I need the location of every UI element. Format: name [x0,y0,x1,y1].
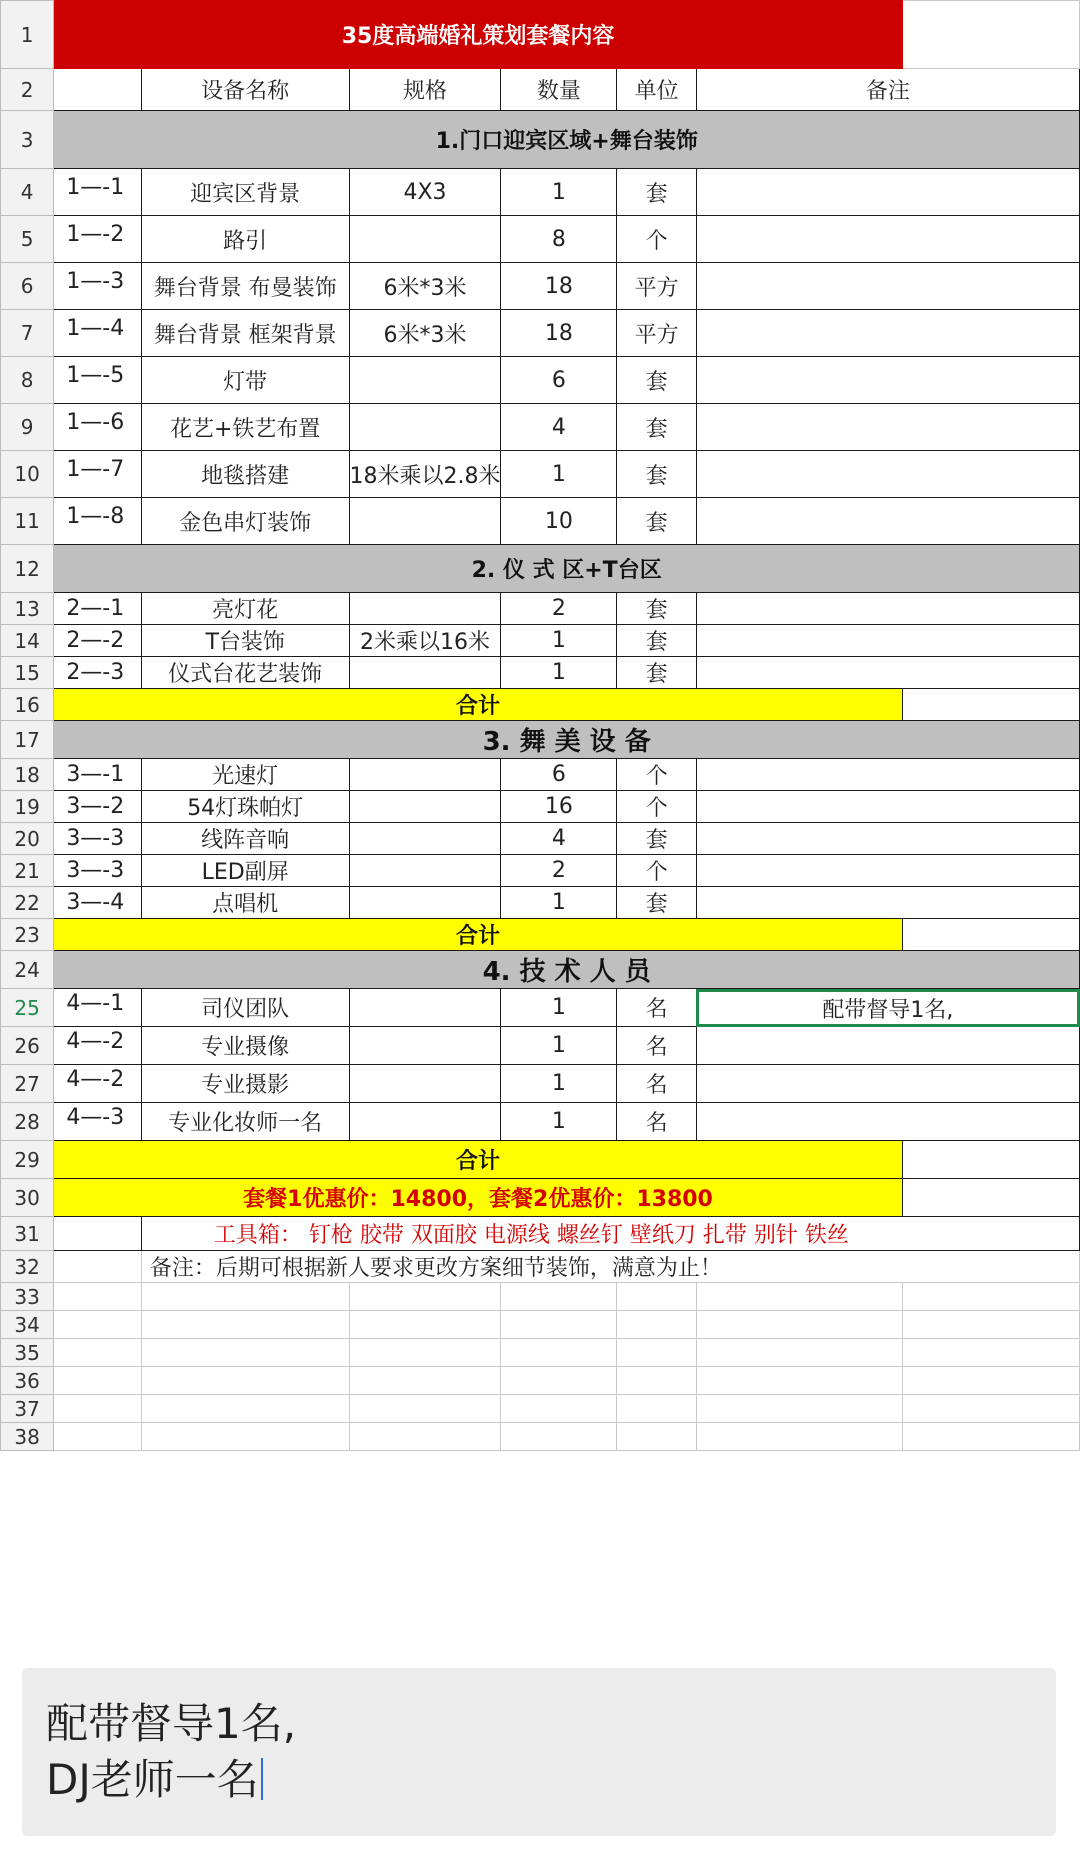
item-spec[interactable]: 4X3 [349,169,501,216]
item-name[interactable]: T台装饰 [141,625,349,657]
item-code[interactable]: 3—-3 [54,823,142,855]
row-number[interactable]: 35 [1,1339,54,1367]
item-spec[interactable] [349,989,501,1027]
item-spec[interactable] [349,823,501,855]
item-qty[interactable]: 18 [501,310,617,357]
item-spec[interactable]: 2米乘以16米 [349,625,501,657]
item-spec[interactable] [349,357,501,404]
item-spec[interactable] [349,404,501,451]
cell[interactable] [617,1423,696,1451]
cell[interactable] [902,1367,1079,1395]
item-code[interactable]: 3—-2 [54,791,142,823]
table-row [1,855,1080,887]
row-number[interactable]: 13 [1,593,54,625]
item-name[interactable]: 仪式台花艺装饰 [141,657,349,689]
cell[interactable] [696,1339,902,1367]
row-number[interactable]: 37 [1,1395,54,1423]
item-note[interactable] [696,593,1079,625]
item-unit[interactable]: 个 [617,855,696,887]
item-note[interactable] [696,498,1079,545]
row-number[interactable]: 4 [1,169,54,216]
item-qty[interactable]: 1 [501,887,617,919]
cell[interactable] [141,1367,349,1395]
cell[interactable] [54,1395,142,1423]
item-code[interactable]: 3—-1 [54,759,142,791]
cell[interactable] [349,1423,501,1451]
section-heading[interactable]: 4. 技 术 人 员 [54,951,1080,989]
item-qty[interactable]: 2 [501,593,617,625]
table-row [1,1103,1080,1141]
item-qty[interactable]: 1 [501,1027,617,1065]
item-qty[interactable]: 6 [501,759,617,791]
row-number[interactable]: 21 [1,855,54,887]
item-name[interactable]: 地毯搭建 [141,451,349,498]
item-unit[interactable]: 套 [617,625,696,657]
item-name[interactable]: 专业摄影 [141,1065,349,1103]
package-price[interactable]: 套餐1优惠价：14800，套餐2优惠价：13800 [54,1179,902,1217]
cell[interactable] [54,1423,142,1451]
row-number[interactable]: 5 [1,216,54,263]
row-number[interactable]: 23 [1,919,54,951]
item-code[interactable]: 1—-5 [54,357,142,404]
row-number[interactable]: 7 [1,310,54,357]
item-code[interactable]: 1—-7 [54,451,142,498]
item-qty[interactable]: 2 [501,855,617,887]
item-spec[interactable] [349,887,501,919]
item-unit[interactable]: 个 [617,216,696,263]
item-unit[interactable]: 名 [617,1103,696,1141]
cell[interactable] [617,1395,696,1423]
cell[interactable] [54,1311,142,1339]
cell[interactable] [54,1339,142,1367]
item-unit[interactable]: 套 [617,357,696,404]
item-spec[interactable]: 6米*3米 [349,310,501,357]
item-code[interactable]: 1—-1 [54,169,142,216]
item-unit[interactable]: 套 [617,404,696,451]
row-number[interactable]: 38 [1,1423,54,1451]
cell-editor-line2-wrap [46,1752,296,1808]
item-unit[interactable]: 平方 [617,263,696,310]
table-row [1,357,1080,404]
cell[interactable] [617,1311,696,1339]
cell[interactable] [349,1311,501,1339]
item-note[interactable] [696,1065,1079,1103]
table-row [1,404,1080,451]
item-qty[interactable]: 1 [501,169,617,216]
item-unit[interactable]: 套 [617,498,696,545]
item-qty[interactable]: 10 [501,498,617,545]
cell[interactable] [902,1339,1079,1367]
item-qty[interactable]: 16 [501,791,617,823]
table-row [1,263,1080,310]
table-row [1,657,1080,689]
item-code[interactable]: 3—-3 [54,855,142,887]
item-unit[interactable]: 名 [617,1027,696,1065]
row-number[interactable]: 22 [1,887,54,919]
item-code[interactable]: 2—-1 [54,593,142,625]
cell[interactable] [54,1283,142,1311]
item-code[interactable]: 3—-4 [54,887,142,919]
row-number[interactable]: 9 [1,404,54,451]
item-name[interactable]: 专业化妆师一名 [141,1103,349,1141]
row-number[interactable]: 6 [1,263,54,310]
table-row [1,1065,1080,1103]
cell[interactable] [902,1283,1079,1311]
row-number[interactable]: 30 [1,1179,54,1217]
row-number[interactable]: 11 [1,498,54,545]
item-code[interactable]: 1—-6 [54,404,142,451]
table-row [1,823,1080,855]
row-number[interactable]: 33 [1,1283,54,1311]
row-number[interactable]: 3 [1,111,54,169]
row-number[interactable]: 19 [1,791,54,823]
cell[interactable] [902,1,1079,69]
item-qty[interactable]: 18 [501,263,617,310]
header-qty[interactable]: 数量 [501,69,617,111]
item-note[interactable] [696,216,1079,263]
row-number-active[interactable]: 25 [1,989,54,1027]
item-name[interactable]: 亮灯花 [141,593,349,625]
cell[interactable] [141,1339,349,1367]
cell-editor-text[interactable] [46,1696,296,1808]
item-unit[interactable]: 套 [617,823,696,855]
row-number[interactable]: 17 [1,721,54,759]
item-code[interactable]: 4—-2 [54,1065,142,1103]
cell[interactable] [349,1395,501,1423]
row-number[interactable]: 1 [1,1,54,69]
table-row [1,216,1080,263]
item-spec[interactable]: 18米乘以2.8米 [349,451,501,498]
item-qty[interactable]: 1 [501,989,617,1027]
item-spec[interactable] [349,593,501,625]
item-qty[interactable]: 4 [501,404,617,451]
item-code[interactable]: 2—-2 [54,625,142,657]
item-code[interactable]: 4—-1 [54,989,142,1027]
item-code[interactable]: 1—-3 [54,263,142,310]
cell[interactable] [54,69,142,111]
item-note[interactable] [696,169,1079,216]
cell[interactable] [349,1283,501,1311]
item-unit[interactable]: 套 [617,169,696,216]
cell-editor-line2: DJ老师一名 [46,1755,259,1804]
cell[interactable] [902,1141,1079,1179]
section-heading[interactable]: 1.门口迎宾区域+舞台装饰 [54,111,1080,169]
row-number[interactable]: 18 [1,759,54,791]
item-code[interactable]: 2—-3 [54,657,142,689]
item-note[interactable] [696,759,1079,791]
table-row [1,759,1080,791]
item-note[interactable] [696,625,1079,657]
cell[interactable] [696,1423,902,1451]
table-row [1,310,1080,357]
text-cursor [261,1758,263,1800]
cell[interactable] [349,1367,501,1395]
item-spec[interactable] [349,759,501,791]
cell[interactable] [349,1339,501,1367]
table-row [1,1027,1080,1065]
item-unit[interactable]: 名 [617,989,696,1027]
row-number[interactable]: 31 [1,1217,54,1251]
item-note[interactable] [696,823,1079,855]
row-number[interactable]: 29 [1,1141,54,1179]
cell[interactable] [902,1423,1079,1451]
row-number[interactable]: 14 [1,625,54,657]
cell[interactable] [501,1339,617,1367]
item-name[interactable]: 线阵音响 [141,823,349,855]
item-name[interactable]: 54灯珠帕灯 [141,791,349,823]
item-code[interactable]: 1—-8 [54,498,142,545]
cell[interactable] [902,1179,1079,1217]
cell[interactable] [501,1367,617,1395]
table-row [1,989,1080,1027]
table-row [1,791,1080,823]
item-note[interactable] [696,1103,1079,1141]
item-code[interactable]: 4—-2 [54,1027,142,1065]
item-note[interactable] [696,1027,1079,1065]
cell[interactable] [141,1283,349,1311]
item-spec[interactable]: 6米*3米 [349,263,501,310]
cell[interactable] [696,1367,902,1395]
tools-line[interactable]: 工具箱： 钉枪 胶带 双面胶 电源线 螺丝钉 壁纸刀 扎带 别针 铁丝 [141,1217,1079,1251]
item-spec[interactable] [349,855,501,887]
item-name[interactable]: 灯带 [141,357,349,404]
row-number[interactable]: 2 [1,69,54,111]
cell[interactable] [902,1311,1079,1339]
header-note[interactable]: 备注 [696,69,1079,111]
item-name[interactable]: 光速灯 [141,759,349,791]
item-qty[interactable]: 4 [501,823,617,855]
row-number[interactable]: 24 [1,951,54,989]
table-row [1,625,1080,657]
item-qty[interactable]: 1 [501,1103,617,1141]
cell[interactable] [501,1311,617,1339]
item-name[interactable]: 司仪团队 [141,989,349,1027]
item-unit[interactable]: 名 [617,1065,696,1103]
row-number[interactable]: 27 [1,1065,54,1103]
item-qty[interactable]: 1 [501,1065,617,1103]
row-number[interactable]: 34 [1,1311,54,1339]
table-row [1,169,1080,216]
item-code[interactable]: 1—-4 [54,310,142,357]
cell[interactable] [902,919,1079,951]
cell[interactable] [141,1395,349,1423]
table-row [1,451,1080,498]
item-note[interactable] [696,451,1079,498]
item-name[interactable]: 点唱机 [141,887,349,919]
cell[interactable] [141,1423,349,1451]
item-spec[interactable] [349,216,501,263]
row-number[interactable]: 10 [1,451,54,498]
item-unit[interactable]: 套 [617,593,696,625]
item-spec[interactable] [349,1065,501,1103]
item-code[interactable]: 4—-3 [54,1103,142,1141]
item-note[interactable] [696,657,1079,689]
item-note[interactable] [696,310,1079,357]
cell[interactable] [54,1217,142,1251]
item-unit[interactable]: 套 [617,887,696,919]
item-note[interactable] [696,887,1079,919]
cell[interactable] [501,1283,617,1311]
table-row [1,498,1080,545]
item-note[interactable] [696,263,1079,310]
cell-editor-popup[interactable] [22,1668,1056,1836]
row-number[interactable]: 28 [1,1103,54,1141]
item-note[interactable] [696,791,1079,823]
row-number[interactable]: 32 [1,1251,54,1283]
item-spec[interactable] [349,657,501,689]
item-unit[interactable]: 平方 [617,310,696,357]
item-qty[interactable]: 1 [501,657,617,689]
subtotal-row[interactable]: 合计 [54,1141,902,1179]
row-number[interactable]: 20 [1,823,54,855]
item-spec[interactable] [349,1103,501,1141]
cell[interactable] [617,1367,696,1395]
section-heading[interactable]: 3. 舞 美 设 备 [54,721,1080,759]
cell[interactable] [696,1395,902,1423]
cell-editor-line1: 配带督导1名, [46,1699,297,1748]
item-code[interactable]: 1—-2 [54,216,142,263]
item-name[interactable]: 花艺+铁艺布置 [141,404,349,451]
cell[interactable] [501,1395,617,1423]
item-name[interactable]: 舞台背景 框架背景 [141,310,349,357]
item-qty[interactable]: 1 [501,451,617,498]
section-heading[interactable]: 2. 仪 式 区+T台区 [54,545,1080,593]
cell[interactable] [696,1283,902,1311]
item-name[interactable]: 路引 [141,216,349,263]
subtotal-row[interactable]: 合计 [54,919,902,951]
sheet-title[interactable]: 35度高端婚礼策划套餐内容 [54,1,902,69]
cell[interactable] [617,1339,696,1367]
item-qty[interactable]: 8 [501,216,617,263]
item-unit[interactable]: 个 [617,759,696,791]
item-spec[interactable] [349,791,501,823]
row-number[interactable]: 36 [1,1367,54,1395]
item-name[interactable]: 舞台背景 布曼装饰 [141,263,349,310]
remark-line[interactable]: 备注：后期可根据新人要求更改方案细节装饰，满意为止！ [141,1251,1079,1283]
item-unit[interactable]: 套 [617,657,696,689]
header-name[interactable]: 设备名称 [141,69,349,111]
cell[interactable] [501,1423,617,1451]
table-row [1,887,1080,919]
header-spec[interactable]: 规格 [349,69,501,111]
item-name[interactable]: 专业摄像 [141,1027,349,1065]
row-number[interactable]: 8 [1,357,54,404]
row-number[interactable]: 15 [1,657,54,689]
item-qty[interactable]: 1 [501,625,617,657]
row-number[interactable]: 16 [1,689,54,721]
item-qty[interactable]: 6 [501,357,617,404]
cell[interactable] [54,1251,142,1283]
subtotal-row[interactable]: 合计 [54,689,902,721]
table-row [1,593,1080,625]
item-spec[interactable] [349,498,501,545]
cell[interactable] [617,1283,696,1311]
item-unit[interactable]: 个 [617,791,696,823]
item-name[interactable]: 金色串灯装饰 [141,498,349,545]
selected-note-cell[interactable]: 配带督导1名, [696,989,1079,1027]
item-name[interactable]: 迎宾区背景 [141,169,349,216]
item-name[interactable]: LED副屏 [141,855,349,887]
item-unit[interactable]: 套 [617,451,696,498]
cell[interactable] [902,689,1079,721]
item-spec[interactable] [349,1027,501,1065]
cell[interactable] [54,1367,142,1395]
item-note[interactable] [696,855,1079,887]
item-note[interactable] [696,404,1079,451]
cell[interactable] [696,1311,902,1339]
item-note[interactable] [696,357,1079,404]
header-unit[interactable]: 单位 [617,69,696,111]
row-number[interactable]: 12 [1,545,54,593]
row-number[interactable]: 26 [1,1027,54,1065]
cell[interactable] [902,1395,1079,1423]
cell[interactable] [141,1311,349,1339]
